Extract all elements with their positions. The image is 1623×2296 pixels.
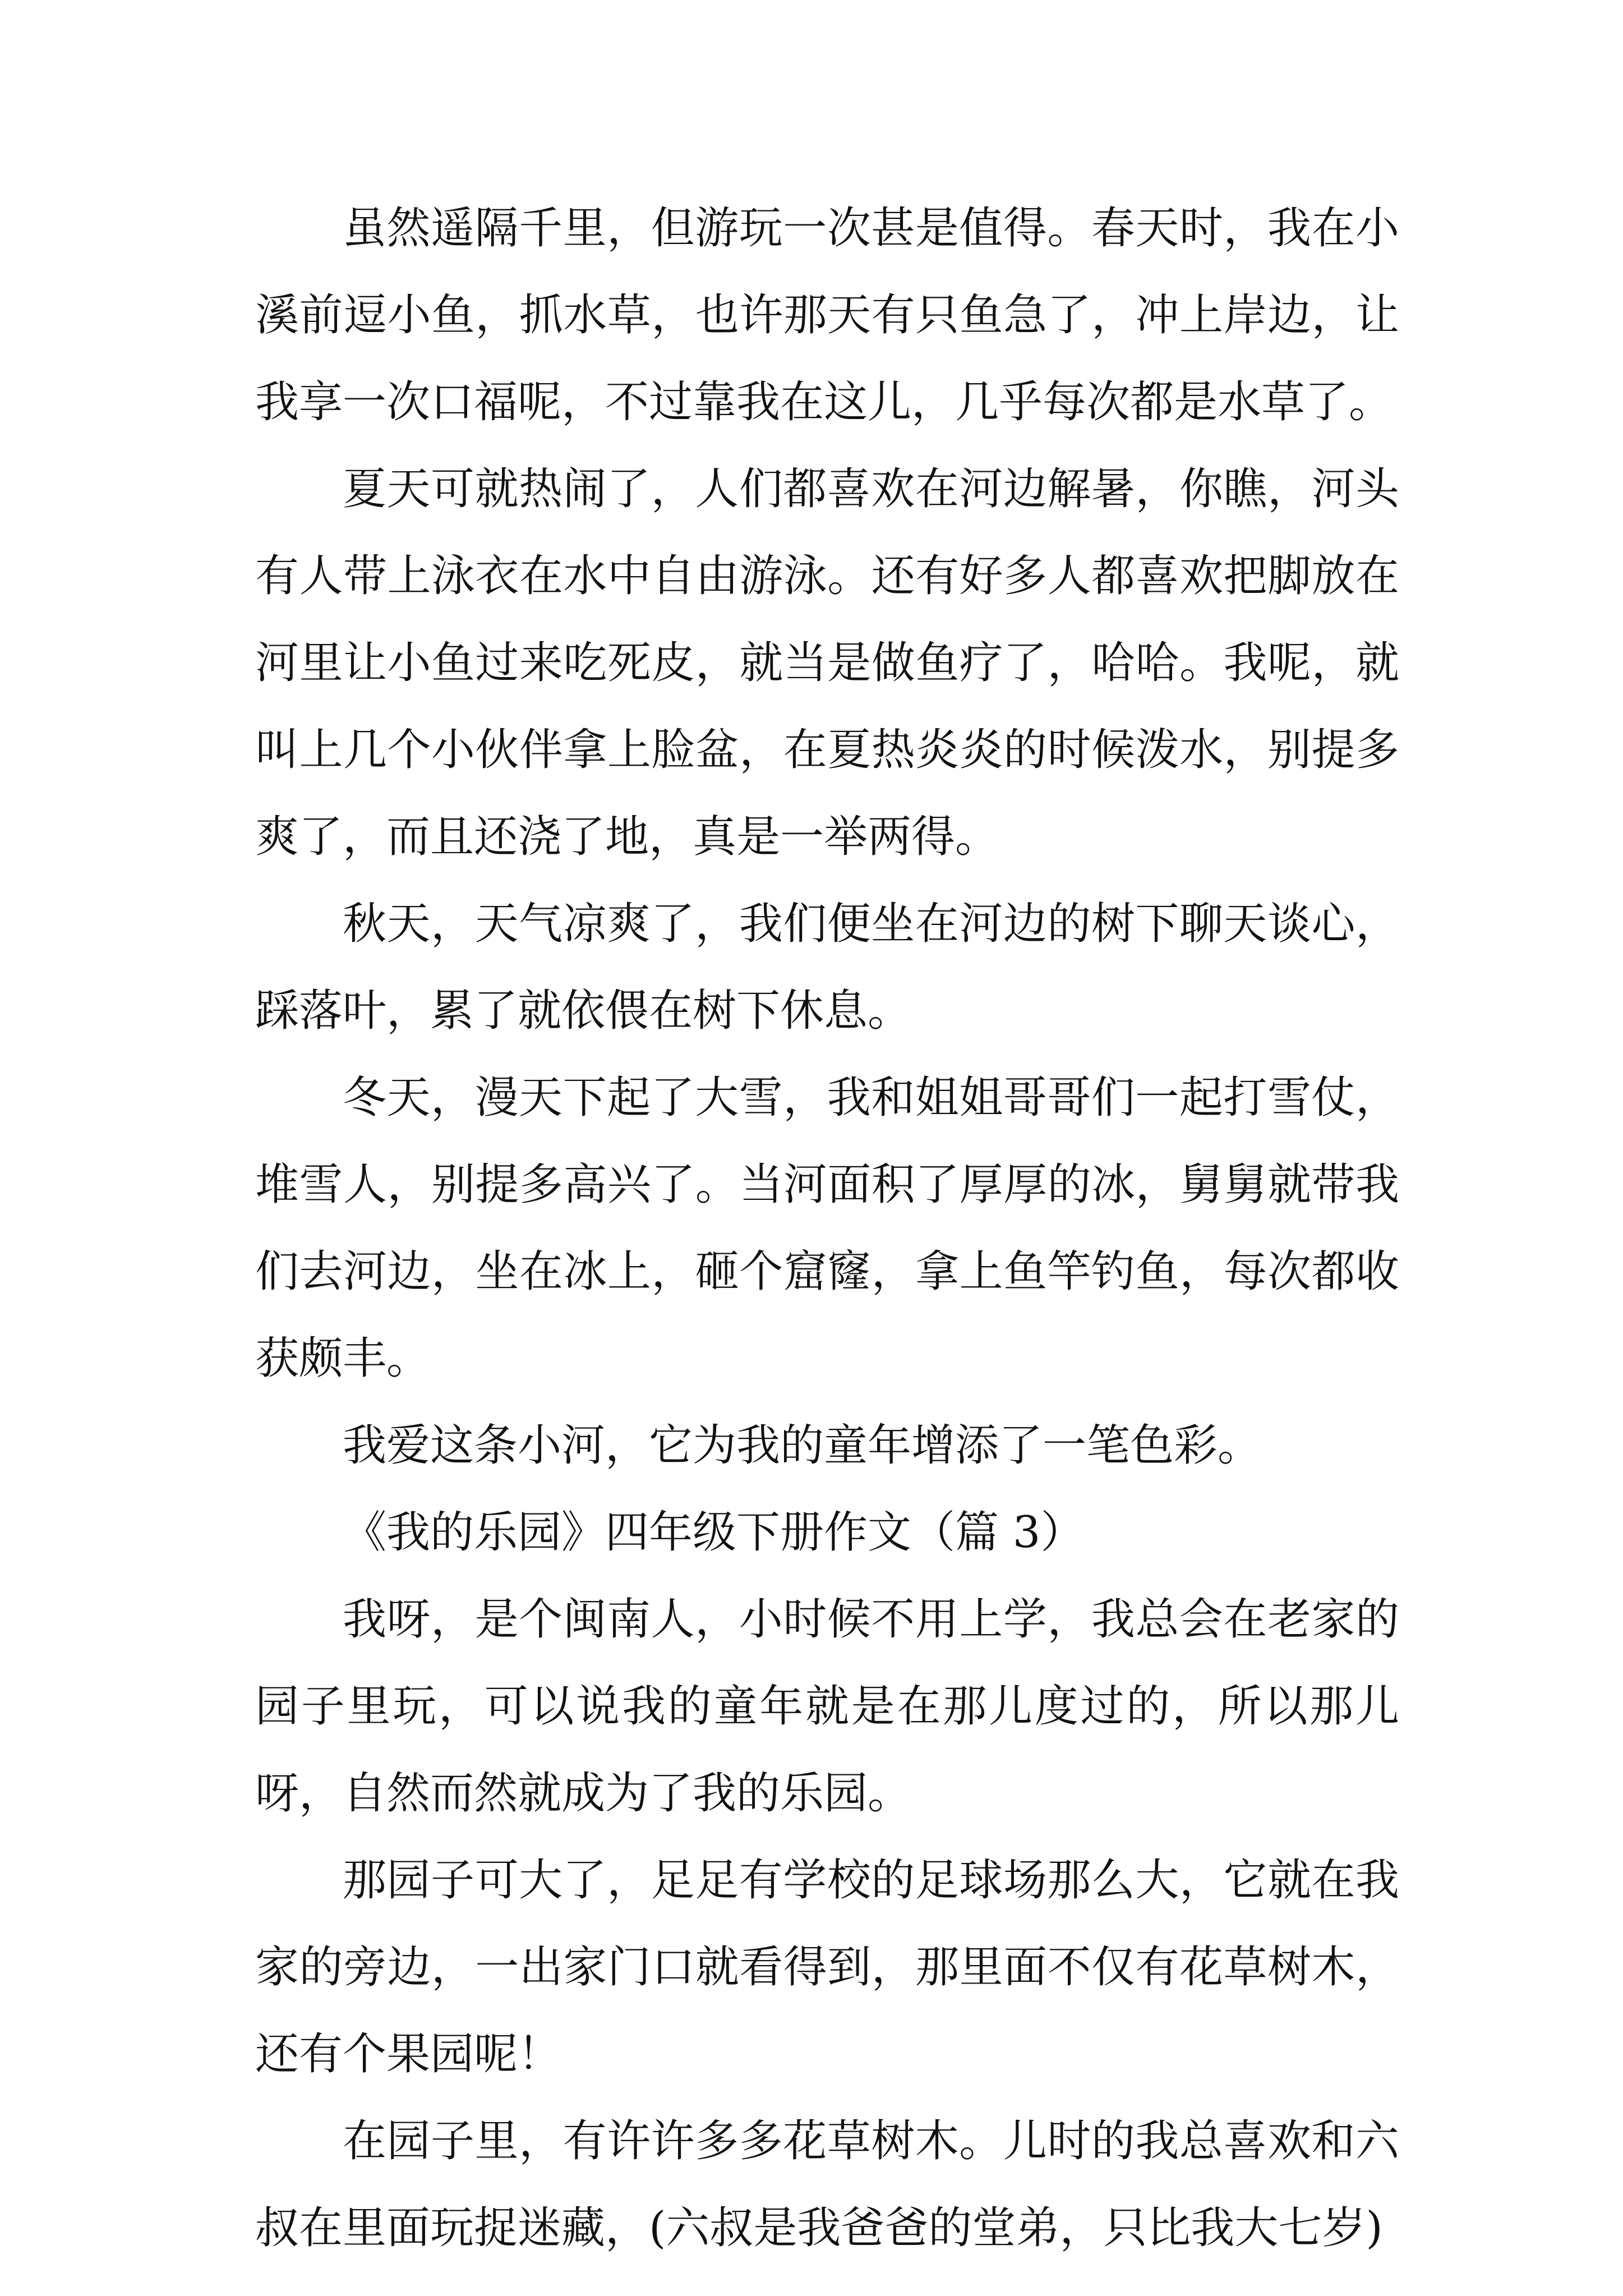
paragraph-winter: 冬天，漫天下起了大雪，我和姐姐哥哥们一起打雪仗，堆雪人，别提多高兴了。当河面积了厚厚的冰，舅舅就带我们去河边，坐在冰上，砸个窟窿，拿上鱼竿钓鱼，每次都收获颇丰。 bbox=[255, 1073, 1399, 1384]
paragraph-hide-and-seek: 在园子里，有许许多多花草树木。儿时的我总喜欢和六叔在里面玩捉迷藏，(六叔是我爸爸的堂弟，只比我大七岁) bbox=[255, 2116, 1399, 2253]
section-title: 《我的乐园》四年级下册作文（篇 3） bbox=[343, 1507, 1085, 1558]
paragraph-spring: 虽然遥隔千里，但游玩一次甚是值得。春天时，我在小溪前逗小鱼，抓水草，也许那天有只鱼急了，冲上岸边，让我享一次口福呢，不过靠我在这儿，几乎每次都是水草了。 bbox=[255, 203, 1399, 427]
document-body bbox=[255, 185, 1399, 2272]
paragraph-autumn: 秋天，天气凉爽了，我们便坐在河边的树下聊天谈心，踩落叶，累了就依偎在树下休息。 bbox=[255, 899, 1399, 1036]
paragraph-intro: 我呀，是个闽南人，小时候不用上学，我总会在老家的园子里玩，可以说我的童年就是在那儿度过的，所以那儿呀，自然而然就成为了我的乐园。 bbox=[255, 1594, 1399, 1819]
paragraph-garden-size: 那园子可大了，足足有学校的足球场那么大，它就在我家的旁边，一出家门口就看得到，那里面不仅有花草树木，还有个果园呢！ bbox=[255, 1855, 1399, 2079]
paragraph-summer: 夏天可就热闹了，人们都喜欢在河边解暑，你瞧，河头有人带上泳衣在水中自由游泳。还有好多人都喜欢把脚放在河里让小鱼过来吃死皮，就当是做鱼疗了，哈哈。我呢，就叫上几个小伙伴拿上脸盆，在夏热炎炎的时候泼水，别提多爽了，而且还浇了地，真是一举两得。 bbox=[255, 464, 1399, 862]
paragraph-conclusion: 我爱这条小河，它为我的童年增添了一笔色彩。 bbox=[343, 1420, 1262, 1471]
